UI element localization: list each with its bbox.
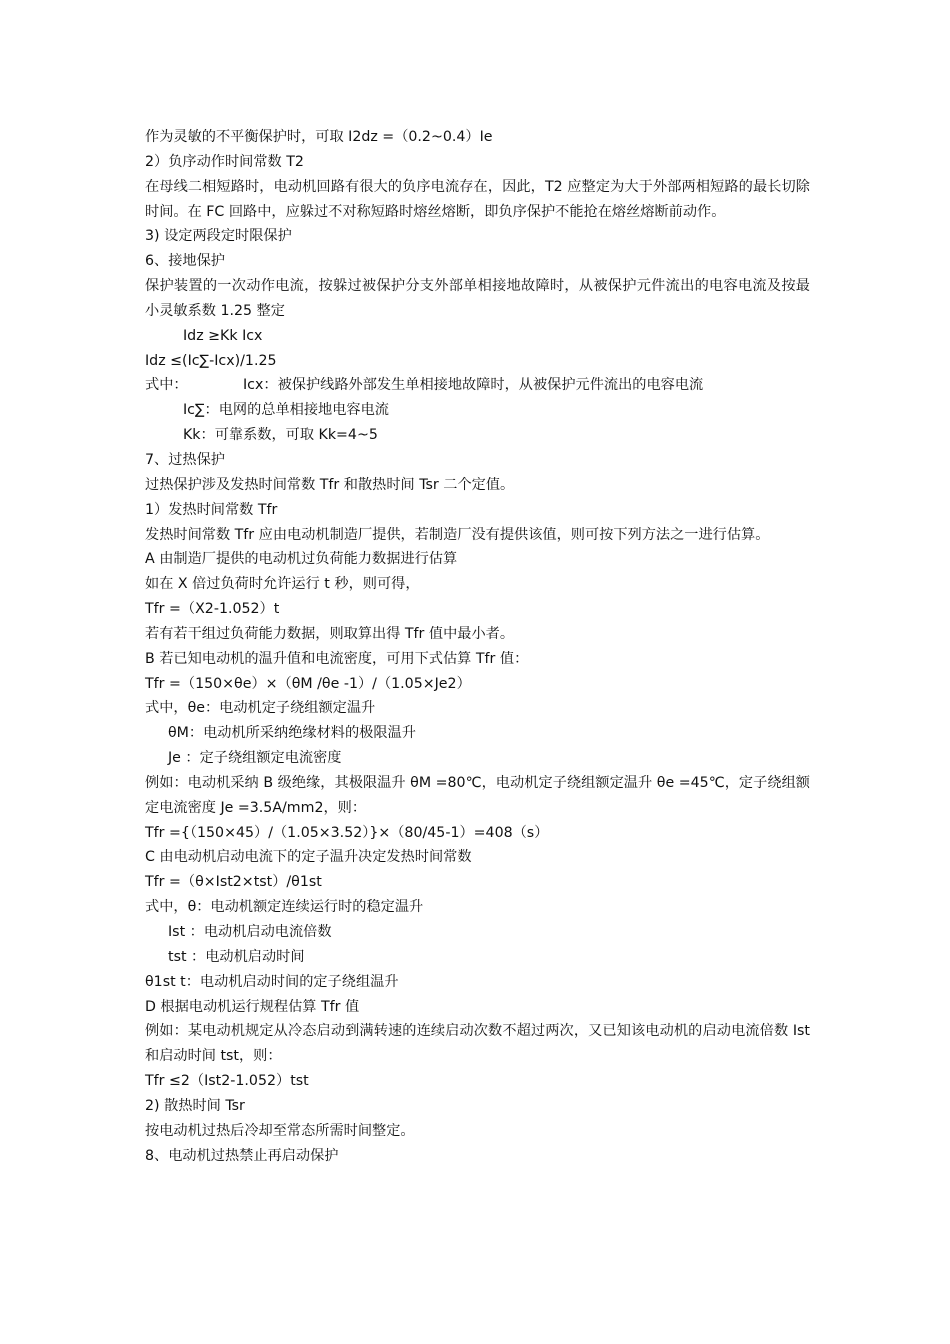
section-heading: 8、电动机过热禁止再启动保护 (145, 1147, 339, 1164)
formula: Tfr =（X2-1.052）t (145, 601, 280, 618)
definition-line (145, 373, 810, 398)
definition-line: Ic∑：电网的总单相接地电容电流 (183, 402, 389, 419)
paragraph: 在母线二相短路时，电动机回路有很大的负序电流存在，因此，T2 应整定为大于外部两相短路的最长切除时间。在 FC 回路中，应躲过不对称短路时熔丝熔断，即负序保护不能抢在熔丝熔断前动作。 (145, 178, 810, 220)
definition-line: tst ：电动机启动时间 (168, 948, 305, 965)
text-line: B 若已知电动机的温升值和电流密度，可用下式估算 Tfr 值： (145, 650, 529, 667)
paragraph: 例如：某电动机规定从冷态启动到满转速的连续启动次数不超过两次，又已知该电动机的启动电流倍数 Ist 和启动时间 tst，则： (145, 1023, 810, 1065)
formula: Tfr =（θ×Ist2×tst）/θ1st (145, 874, 322, 891)
section-heading: 3) 设定两段定时限保护 (145, 228, 292, 245)
text-line: 按电动机过热后冷却至常态所需时间整定。 (145, 1122, 415, 1139)
paragraph: 发热时间常数 Tfr 应由电动机制造厂提供，若制造厂没有提供该值，则可按下列方法之一进行估算。 (145, 526, 770, 543)
document-page (145, 125, 810, 1168)
definition-line: 式中，θe：电动机定子绕组额定温升 (145, 700, 376, 717)
formula: Tfr ≤2（Ist2-1.052）tst (145, 1073, 309, 1090)
formula: Tfr ={（150×45）/（1.05×3.52）}×（80/45-1）=408（s） (145, 824, 549, 841)
section-heading: 2）负序动作时间常数 T2 (145, 153, 304, 170)
text-line: C 由电动机启动电流下的定子温升决定发热时间常数 (145, 849, 472, 866)
text-line: 过热保护涉及发热时间常数 Tfr 和散热时间 Tsr 二个定值。 (145, 476, 515, 493)
paragraph: 例如：电动机采纳 B 级绝缘，其极限温升 θM =80℃，电动机定子绕组额定温升 θe =45℃，定子绕组额定电流密度 Je =3.5A/mm2，则： (145, 774, 810, 816)
text-line: 如在 X 倍过负荷时允许运行 t 秒，则可得， (145, 576, 420, 593)
section-heading: 6、接地保护 (145, 253, 225, 270)
definition-line: θ1st t：电动机启动时间的定子绕组温升 (145, 973, 399, 990)
section-heading: 7、过热保护 (145, 451, 225, 468)
formula: Idz ≥Kk Icx (183, 327, 263, 344)
definition-line: θM：电动机所采纳绝缘材料的极限温升 (168, 725, 416, 742)
text-line: 作为灵敏的不平衡保护时，可取 I2dz =（0.2~0.4）Ie (145, 129, 493, 145)
section-heading: 2) 散热时间 Tsr (145, 1097, 245, 1114)
definition-text: Icx：被保护线路外部发生单相接地故障时，从被保护元件流出的电容电流 (243, 377, 704, 394)
section-heading: 1）发热时间常数 Tfr (145, 501, 278, 518)
formula: Idz ≤(Ic∑-Icx)/1.25 (145, 352, 277, 369)
text-line: D 根据电动机运行规程估算 Tfr 值 (145, 998, 360, 1015)
paragraph: 保护装置的一次动作电流，按躲过被保护分支外部单相接地故障时，从被保护元件流出的电容电流及按最小灵敏系数 1.25 整定 (145, 278, 810, 319)
definition-line: Kk：可靠系数，可取 Kk=4~5 (183, 427, 378, 444)
definition-line: 式中，θ：电动机额定连续运行时的稳定温升 (145, 899, 424, 916)
definition-line: Je ：定子绕组额定电流密度 (168, 750, 342, 767)
text-line: A 由制造厂提供的电动机过负荷能力数据进行估算 (145, 551, 458, 568)
definition-line: Ist ：电动机启动电流倍数 (168, 924, 332, 940)
formula: Tfr =（150×θe）×（θM /θe -1）/（1.05×Je2） (145, 675, 471, 692)
text-line: 若有若干组过负荷能力数据，则取算出得 Tfr 值中最小者。 (145, 625, 515, 642)
definition-prefix: 式中： (145, 377, 188, 394)
